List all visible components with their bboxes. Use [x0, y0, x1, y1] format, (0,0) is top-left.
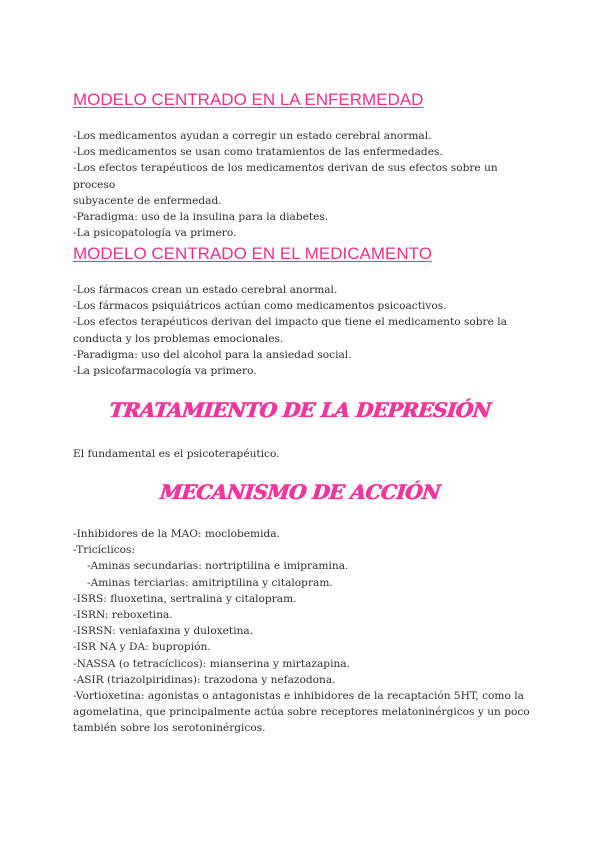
list-item: -Paradigma: uso de la insulina para la diabetes.: [73, 211, 329, 224]
list-item: -Tricíclicos:: [73, 544, 136, 557]
list-item: -Vortioxetina: agonistas o antagonistas e inhibidores de la recaptación 5HT, como la: [73, 690, 524, 703]
list-item: -Paradigma: uso del alcohol para la ansiedad social.: [73, 348, 352, 361]
heading-mecanismo-accion: MECANISMO DE ACCIÓN: [158, 480, 442, 504]
list-item: -La psicopatología va primero.: [73, 227, 237, 240]
list-item: subyacente de enfermedad.: [73, 194, 222, 207]
list-item: -ISRSN: venlafaxina y duloxetina.: [73, 625, 254, 638]
list-item: -Aminas terciarias: amitriptilina y citalopram.: [87, 576, 333, 589]
list-item: -NASSA (o tetracíclicos): mianserina y mirtazapina.: [73, 657, 350, 670]
list-item: -ISRN: reboxetina.: [73, 609, 173, 622]
list-modelo-enfermedad: [73, 128, 533, 241]
paragraph-tratamiento: El fundamental es el psicoterapéutico.: [73, 448, 280, 460]
list-modelo-medicamento: [73, 282, 533, 379]
list-item: agomelatina, que principalmente actúa sobre receptores melatoninérgicos y un poco: [73, 706, 530, 719]
list-item: -ASIR (triazolpiridinas): trazodona y nefazodona.: [73, 673, 336, 686]
list-item: -Los fármacos crean un estado cerebral anormal.: [73, 284, 338, 296]
list-item: -ISR NA y DA: bupropión.: [73, 641, 211, 654]
list-item: -Los medicamentos se usan como tratamientos de las enfermedades.: [73, 146, 443, 159]
heading-modelo-medicamento: MODELO CENTRADO EN EL MEDICAMENTO: [73, 244, 432, 263]
list-item: -La psicofarmacología va primero.: [73, 365, 257, 378]
list-item: -Inhibidores de la MAO: moclobemida.: [73, 528, 280, 540]
list-item: conducta y los problemas emocionales.: [73, 332, 284, 345]
heading-tratamiento-depresion: TRATAMIENTO DE LA DEPRESIÓN: [108, 398, 492, 422]
list-item: -Los efectos terapéuticos derivan del impacto que tiene el medicamento sobre la: [73, 316, 507, 329]
list-item: -Los fármacos psiquiátricos actúan como medicamentos psicoactivos.: [73, 300, 447, 313]
list-item: también sobre los serotoninérgicos.: [73, 722, 266, 735]
list-mecanismo-accion: [73, 526, 533, 737]
heading-modelo-enfermedad: MODELO CENTRADO EN LA ENFERMEDAD: [73, 90, 424, 109]
list-item: -Aminas secundarias: nortriptilina e imipramina.: [87, 560, 349, 573]
list-item: -ISRS: fluoxetina, sertralina y citalopram.: [73, 592, 297, 605]
list-item: -Los medicamentos ayudan a corregir un estado cerebral anormal.: [73, 130, 432, 142]
list-item: -Los efectos terapéuticos de los medicamentos derivan de sus efectos sobre un proceso: [73, 162, 498, 191]
